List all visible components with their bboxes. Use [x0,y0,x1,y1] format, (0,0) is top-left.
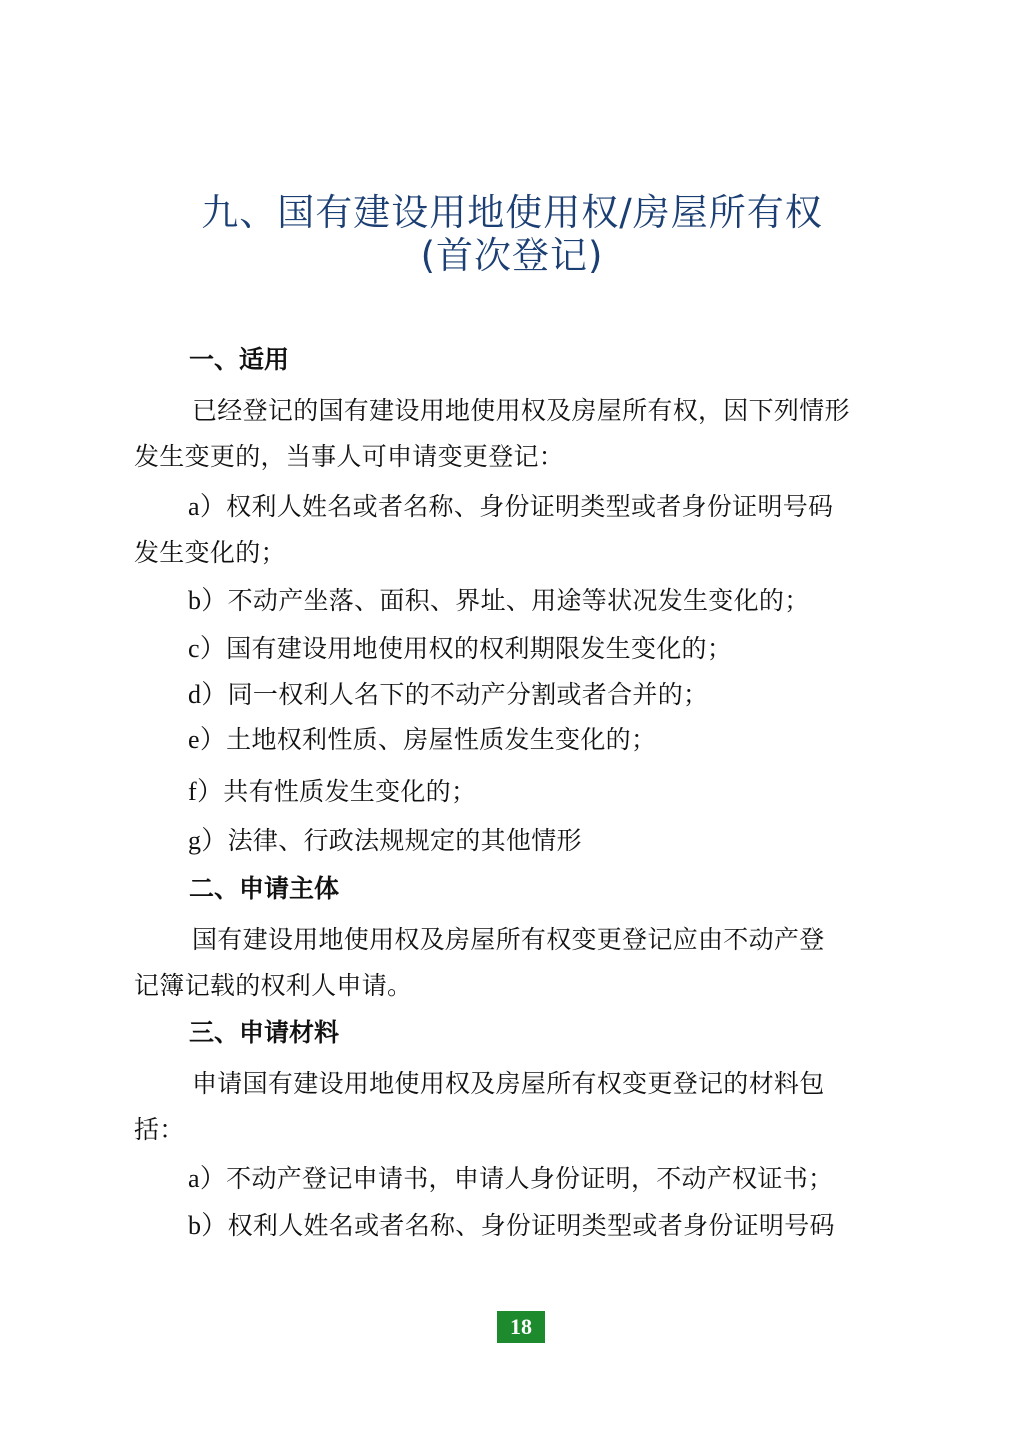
paragraph-line: 发生变更的，当事人可申请变更登记： [134,442,565,471]
list-marker: a） [188,492,227,521]
paragraph-line: 已经登记的国有建设用地使用权及房屋所有权，因下列情形 [192,396,850,425]
list-marker: b） [188,586,228,615]
list-item [188,628,732,665]
list-item-text: 权利人姓名或者名称、身份证明类型或者身份证明号码 [227,1211,835,1240]
list-marker: f） [188,777,224,806]
section-heading-applicable: 一、适用 [189,345,290,374]
list-marker: d） [188,680,228,709]
list-item [188,1205,835,1242]
list-item-text: 土地权利性质、房屋性质发生变化的； [226,725,657,754]
section-heading-applicant: 二、申请主体 [189,874,340,903]
section-heading-materials: 三、申请材料 [189,1018,340,1047]
list-item-text: 同一权利人名下的不动产分割或者合并的； [227,680,709,709]
page-title-line-2: (首次登记) [420,234,604,277]
page-number-badge: 18 [497,1311,545,1343]
list-item-text: 共有性质发生变化的； [223,777,477,806]
list-item [188,580,810,617]
list-item-text: 不动产登记申请书，申请人身份证明，不动产权证书； [226,1164,834,1193]
list-item-text: 不动产坐落、面积、界址、用途等状况发生变化的； [227,586,810,615]
list-item-text: 国有建设用地使用权的权利期限发生变化的； [226,634,733,663]
list-item [188,486,833,523]
paragraph-line: 申请国有建设用地使用权及房屋所有权变更登记的材料包 [192,1069,825,1098]
paragraph-line: 括： [134,1115,185,1144]
paragraph-line: 国有建设用地使用权及房屋所有权变更登记应由不动产登 [192,925,825,954]
list-item [188,1158,833,1195]
list-item-text: 法律、行政法规规定的其他情形 [227,826,582,855]
list-item [188,719,656,756]
list-marker: e） [188,725,227,754]
list-marker: g） [188,826,228,855]
paragraph-line: 记簿记载的权利人申请。 [134,971,413,1000]
list-item [188,820,582,857]
list-marker: a） [188,1164,227,1193]
list-item-text: 权利人姓名或者名称、身份证明类型或者身份证明号码 [226,492,834,521]
page-title-line-1: 九、国有建设用地使用权/房屋所有权 [201,191,823,234]
list-marker: b） [188,1211,228,1240]
list-marker: c） [188,634,227,663]
list-item-continuation: 发生变化的； [134,538,286,567]
list-item [188,674,708,711]
list-item [188,771,476,808]
